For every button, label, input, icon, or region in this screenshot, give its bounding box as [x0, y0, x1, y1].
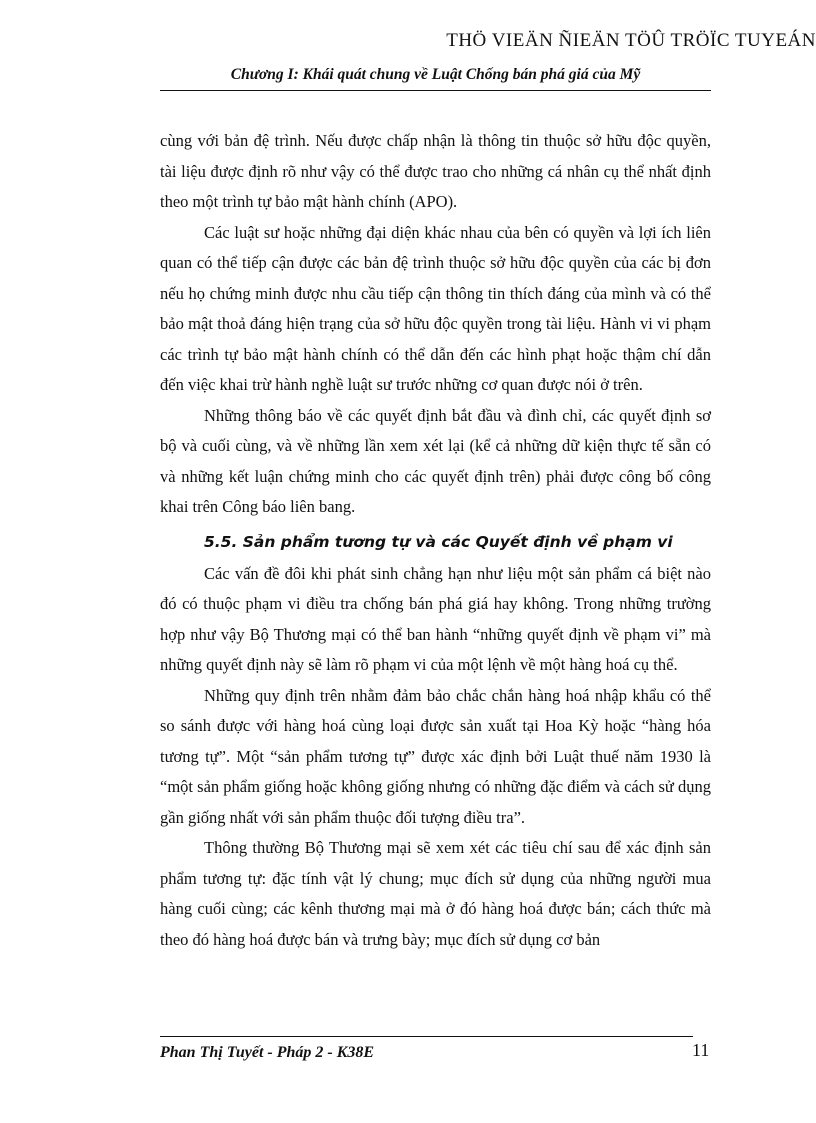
- paragraph: Những thông báo về các quyết định bắt đầu và đình chỉ, các quyết định sơ bộ và cuối cùng, và về những lần xem xét lại (kể cả những dữ kiện thực tế sẵn có và những kết luận chứng minh cho các quyết định trên) phải được công bố công khai trên Công báo liên bang.: [160, 405, 711, 516]
- section-heading: 5.5. Sản phẩm tương tự và các Quyết định về phạm vi: [204, 532, 673, 551]
- header-divider: [160, 90, 711, 91]
- site-watermark: THÖ VIEÄN ÑIEÄN TÖÛ TRÖÏC TUYEÁN: [446, 30, 816, 51]
- paragraph: Các luật sư hoặc những đại diện khác nhau của bên có quyền và lợi ích liên quan có thể tiếp cận được các bản đệ trình thuộc sở hữu độc quyền của các bị đơn nếu họ chứng minh được nhu cầu tiếp cận thông tin thích đáng của mình và có thể bảo mật thoả đáng hiện trạng của sở hữu độc quyền trong tài liệu. Hành vi vi phạm các trình tự bảo mật hành chính có thể dẫn đến các hình phạt hoặc thậm chí dẫn đến việc khai trừ hành nghề luật sư trước những cơ quan được nói ở trên.: [160, 222, 711, 394]
- footer-divider: [160, 1036, 693, 1037]
- paragraph: Các vấn đề đôi khi phát sinh chẳng hạn như liệu một sản phẩm cá biệt nào đó có thuộc phạm vi điều tra chống bán phá giá hay không. Trong những trường hợp như vậy Bộ Thương mại có thể ban hành “những quyết định về phạm vi” mà những quyết định này sẽ làm rõ phạm vi của một lệnh về một hàng hoá cụ thể.: [160, 563, 711, 674]
- chapter-title: Chương I: Khái quát chung về Luật Chống bán phá giá của Mỹ: [230, 66, 641, 83]
- page-body: [160, 126, 711, 955]
- footer-author: Phan Thị Tuyết - Pháp 2 - K38E: [160, 1044, 375, 1061]
- paragraph: Những quy định trên nhằm đảm bảo chắc chắn hàng hoá nhập khẩu có thể so sánh được với hàng hoá cùng loại được sản xuất tại Hoa Kỳ hoặc “hàng hóa tương tự”. Một “sản phẩm tương tự” được xác định bởi Luật thuế năm 1930 là “một sản phẩm giống hoặc không giống nhưng có những đặc điểm và cách sử dụng gần giống nhất với sản phẩm thuộc đối tượng điều tra”.: [160, 685, 711, 827]
- page-number: 11: [692, 1040, 710, 1060]
- paragraph: Thông thường Bộ Thương mại sẽ xem xét các tiêu chí sau để xác định sản phẩm tương tự: đặc tính vật lý chung; mục đích sử dụng của những người mua hàng cuối cùng; các kênh thương mại mà ở đó hàng hoá được bán; cách thức mà theo đó hàng hoá được bán và trưng bày; mục đích sử dụng cơ bản: [160, 838, 711, 949]
- paragraph: cùng với bản đệ trình. Nếu được chấp nhận là thông tin thuộc sở hữu độc quyền, tài liệu được định rõ như vậy có thể được trao cho những cá nhân cụ thể nhất định theo một trình tự bảo mật hành chính (APO).: [160, 131, 711, 211]
